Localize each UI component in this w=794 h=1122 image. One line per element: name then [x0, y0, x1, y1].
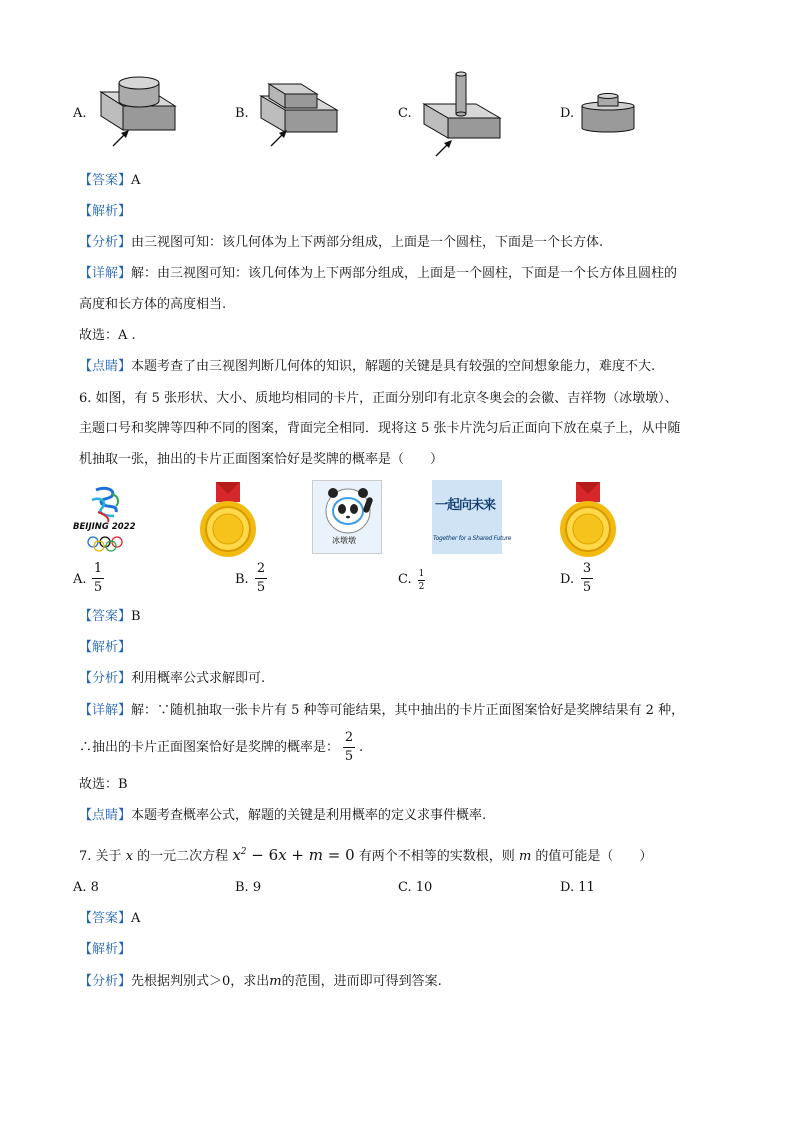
- mascot-text: 冰墩墩: [332, 536, 356, 545]
- slogan-cn: 一起向未来: [435, 498, 496, 513]
- q6-stem-line2: 主题口号和奖牌等四种不同的图案，背面完全相同．现将这 5 张卡片洗匀后正面向下放在桌子上，从中随: [79, 421, 681, 436]
- q6-choice: 故选：B: [79, 777, 128, 792]
- q6-stem-line3: 机抽取一张，抽出的卡片正面图案恰好是奖牌的概率是（ ）: [79, 452, 444, 467]
- q7-answer: 【答案】A: [79, 911, 141, 926]
- q6-option-a-fraction[interactable]: 1 5: [93, 561, 103, 595]
- slogan-en: Together for a Shared Future: [433, 535, 512, 542]
- q6-card-medal-1: [190, 480, 266, 558]
- q5-fenxi: 【分析】由三视图可知：该几何体为上下两部分组成，上面是一个圆柱，下面是一个长方体.: [79, 235, 604, 250]
- q6-option-d-fraction[interactable]: 3 5: [582, 561, 592, 595]
- q6-xiangjie-fraction: $\frac{2}{5}$: [344, 730, 354, 764]
- q6-option-b-label[interactable]: B.: [235, 572, 249, 587]
- q6-dianjing: 【点睛】本题考查概率公式，解题的关键是利用概率的定义求事件概率.: [79, 808, 487, 823]
- q6-stem-line1: 6. 如图，有 5 张形状、大小、质地均相同的卡片，正面分别印有北京冬奥会的会徽、吉祥物（冰墩墩）、: [79, 391, 678, 406]
- q6-option-c-label[interactable]: C.: [398, 572, 412, 587]
- q5-choice: 故选：A .: [79, 328, 136, 343]
- q6-answer: 【答案】B: [79, 609, 141, 624]
- q7-option-c[interactable]: C. 10: [398, 880, 433, 895]
- q5-option-b-label[interactable]: B.: [235, 106, 249, 121]
- q6-card-emblem: [72, 482, 144, 554]
- q7-equation: $x^2 - 6x + m = 0$: [232, 846, 355, 864]
- q6-analysis-heading: 【解析】: [79, 640, 132, 655]
- q5-option-d-label[interactable]: D.: [560, 106, 575, 121]
- q5-analysis-heading: 【解析】: [79, 204, 132, 219]
- q7-option-d[interactable]: D. 11: [560, 880, 595, 895]
- q6-xiangjie-line1: 【详解】解：∵随机抽取一张卡片有 5 种等可能结果，其中抽出的卡片正面图案恰好是奖牌结果有 2 种，: [79, 703, 685, 718]
- q6-option-c-fraction[interactable]: 1 2: [418, 569, 425, 592]
- q5-option-a-label[interactable]: A.: [73, 106, 87, 121]
- q5-option-c-figure: [418, 68, 510, 158]
- q6-option-d-label[interactable]: D.: [560, 572, 575, 587]
- q7-option-b[interactable]: B. 9: [235, 880, 262, 895]
- q7-option-a[interactable]: A. 8: [73, 880, 99, 895]
- q5-option-d-figure: [578, 88, 640, 138]
- q5-xiangjie-line2: 高度和长方体的高度相当.: [79, 297, 227, 312]
- q5-option-b-figure: [255, 70, 347, 150]
- q7-stem: 7. 关于 x 的一元二次方程 $x^2 - 6x + m = 0$ 有两个不相等的实数根，则 m 的值可能是（ ）: [79, 846, 653, 864]
- q6-card-mascot: [312, 480, 382, 554]
- q6-card-medal-2: [550, 480, 626, 558]
- q5-answer: 【答案】A: [79, 173, 141, 188]
- q6-option-b-fraction[interactable]: 2 5: [256, 561, 266, 595]
- q6-card-slogan: [432, 480, 512, 554]
- q5-option-c-label[interactable]: C.: [398, 106, 412, 121]
- q5-dianjing: 【点睛】本题考查了由三视图判断几何体的知识，解题的关键是具有较强的空间想象能力，难度不大.: [79, 359, 656, 374]
- bing-dwen-dwen-icon: [319, 483, 377, 535]
- q6-xiangjie-line2: ∴抽出的卡片正面图案恰好是奖牌的概率是： $\frac{2}{5}$ .: [79, 730, 364, 764]
- q7-fenxi: 【分析】先根据判别式＞0，求出m的范围，进而即可得到答案.: [79, 974, 442, 989]
- q6-fenxi: 【分析】利用概率公式求解即可.: [79, 671, 266, 686]
- q5-xiangjie-line1: 【详解】解：由三视图可知：该几何体为上下两部分组成，上面是一个圆柱，下面是一个长方体且圆柱的: [79, 266, 678, 281]
- q6-option-a-label[interactable]: A.: [73, 572, 87, 587]
- emblem-text: BEIJING 2022: [73, 522, 136, 532]
- olympic-rings-icon: [86, 536, 132, 552]
- q5-option-a-figure: [93, 70, 185, 150]
- q7-analysis-heading: 【解析】: [79, 942, 132, 957]
